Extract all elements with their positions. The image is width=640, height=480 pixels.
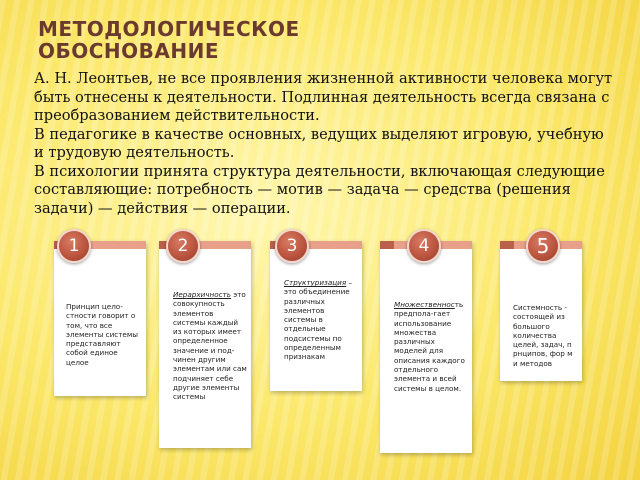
paragraph-pedagogy: В педагогике в качестве основных, ведущих выделяют игровую, учебную и трудовую деятельность.	[34, 125, 604, 161]
body-text	[34, 70, 614, 218]
card-1-term: Принцип цело-стности	[66, 302, 123, 321]
badge-5: 5	[526, 229, 560, 263]
card-2-term: Иерархичность	[173, 290, 231, 299]
slide-title	[38, 18, 300, 62]
paragraph-psychology: В психологии принята структура деятельности, включающая следующие составляющие: потребность — мотив — задача — средства (решения задачи) — действия — операции.	[34, 162, 605, 217]
card-4-term: Множественнос	[394, 300, 455, 309]
card-3-text: – это объединение различных элементов системы в отдельные подсистемы по определенным признакам	[284, 278, 353, 362]
badge-3: 3	[275, 229, 309, 263]
badge-2: 2	[166, 229, 200, 263]
card-2-text: это совокупность элементов системы каждый из которых имеет определенное значение и под-чинен другим элементам или сам подчиняет себе другие элементы системы	[173, 290, 247, 402]
slide-title-line-1: МЕТОДОЛОГИЧЕСКОЕ	[38, 17, 300, 41]
card-4	[380, 241, 472, 453]
card-1-text: говорит о том, что все элементы системы представляют собой единое целое	[66, 311, 138, 367]
slide-title-line-2: ОБОСНОВАНИЕ	[38, 39, 220, 63]
badge-4: 4	[407, 229, 441, 263]
paragraph-leontiev: А. Н. Леонтьев, не все проявления жизненной активности человека могут быть отнесены к деятельности. Подлинная деятельность всегда связана с преобразованием действительности.	[34, 70, 613, 124]
badge-1: 1	[57, 229, 91, 263]
card-3-term: Структуризация	[284, 278, 347, 287]
card-5-text: Системность - состоящей из большого количества целей, задач, п рнципов, фор м и методов	[513, 303, 573, 368]
card-3	[270, 241, 362, 391]
card-1	[54, 241, 146, 396]
card-4-text: ть предпола-гает использование множества различных моделей для описания каждого отдельного элемента и всей системы в целом.	[394, 300, 465, 393]
card-2	[159, 241, 251, 448]
